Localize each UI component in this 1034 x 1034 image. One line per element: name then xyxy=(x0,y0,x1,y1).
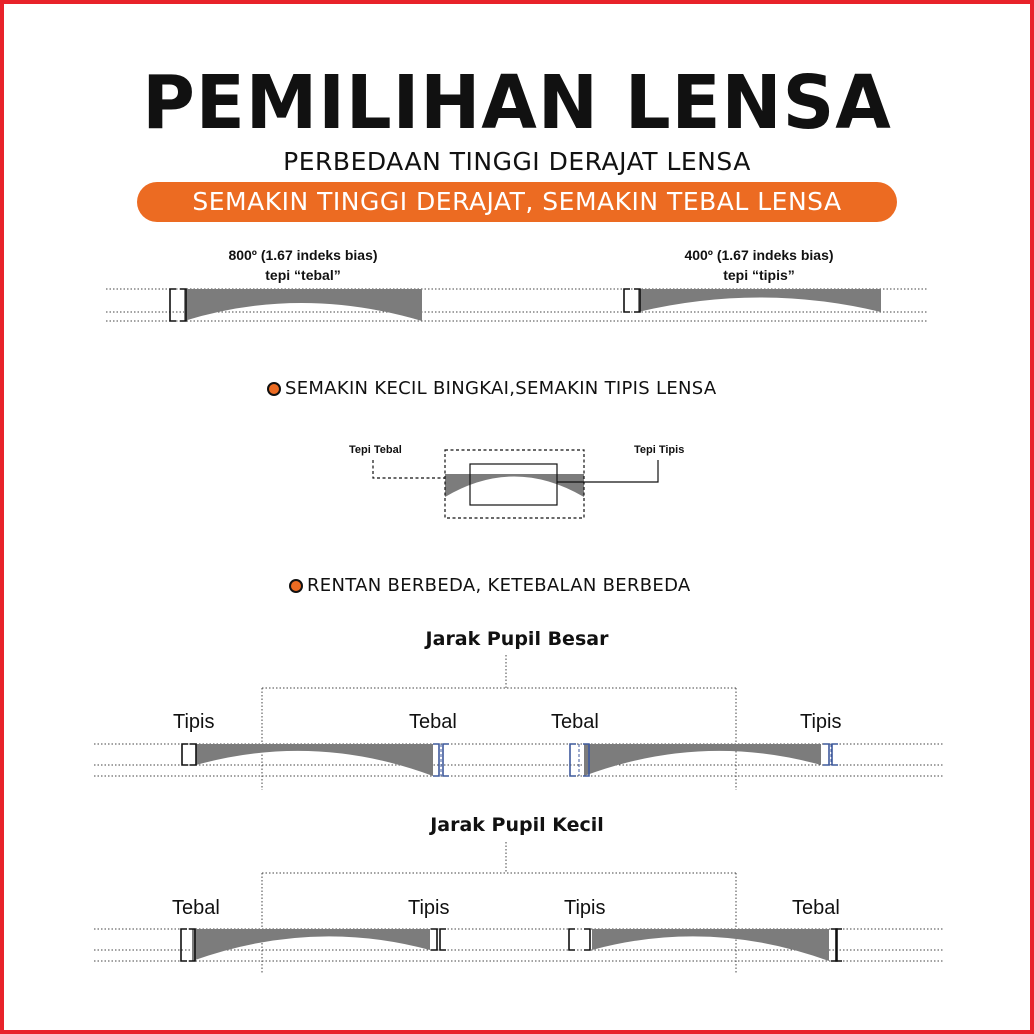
lens-shapes xyxy=(184,289,881,961)
guide-lines xyxy=(94,289,944,973)
small-pd-heading: Jarak Pupil Kecil xyxy=(430,814,604,836)
large-right-lens xyxy=(584,744,821,776)
large-pd-label-4: Tipis xyxy=(800,711,842,733)
thick-edge-label: Tepi Tebal xyxy=(349,444,402,456)
lens-800-edge: tepi “tebal” xyxy=(265,267,341,283)
small-pd-label-2: Tipis xyxy=(408,897,450,919)
small-pd-label-1: Tebal xyxy=(172,897,220,919)
thick-edge-leader xyxy=(373,460,445,478)
bullet-pupil-distance-text: RENTAN BERBEDA, KETEBALAN BERBEDA xyxy=(307,575,691,596)
large-pd-label-3: Tebal xyxy=(551,711,599,733)
small-pd-label-4: Tebal xyxy=(792,897,840,919)
bullet-frame-size-text: SEMAKIN KECIL BINGKAI,SEMAKIN TIPIS LENSA xyxy=(285,378,717,399)
large-pd-label-2: Tebal xyxy=(409,711,457,733)
small-left-lens xyxy=(192,929,430,961)
lens-400-edge: tepi “tipis” xyxy=(723,267,795,283)
headline-banner: SEMAKIN TINGGI DERAJAT, SEMAKIN TEBAL LENSA xyxy=(137,182,897,222)
lens-400 xyxy=(638,289,881,312)
lens-800-index: 800º (1.67 indeks bias) xyxy=(228,247,378,263)
lens-800 xyxy=(184,289,422,321)
small-right-lens xyxy=(592,929,829,961)
lens-400-index: 400º (1.67 indeks bias) xyxy=(684,247,834,263)
page-subtitle: PERBEDAAN TINGGI DERAJAT LENSA xyxy=(283,147,751,176)
frame-lens xyxy=(445,474,584,497)
page-title: PEMILIHAN LENSA xyxy=(142,60,892,146)
large-left-lens xyxy=(196,744,433,776)
large-pd-label-1: Tipis xyxy=(173,711,215,733)
small-pd-label-3: Tipis xyxy=(564,897,606,919)
small-frame-box xyxy=(470,464,557,505)
large-pd-heading: Jarak Pupil Besar xyxy=(425,628,609,650)
thin-edge-label: Tepi Tipis xyxy=(634,444,685,456)
